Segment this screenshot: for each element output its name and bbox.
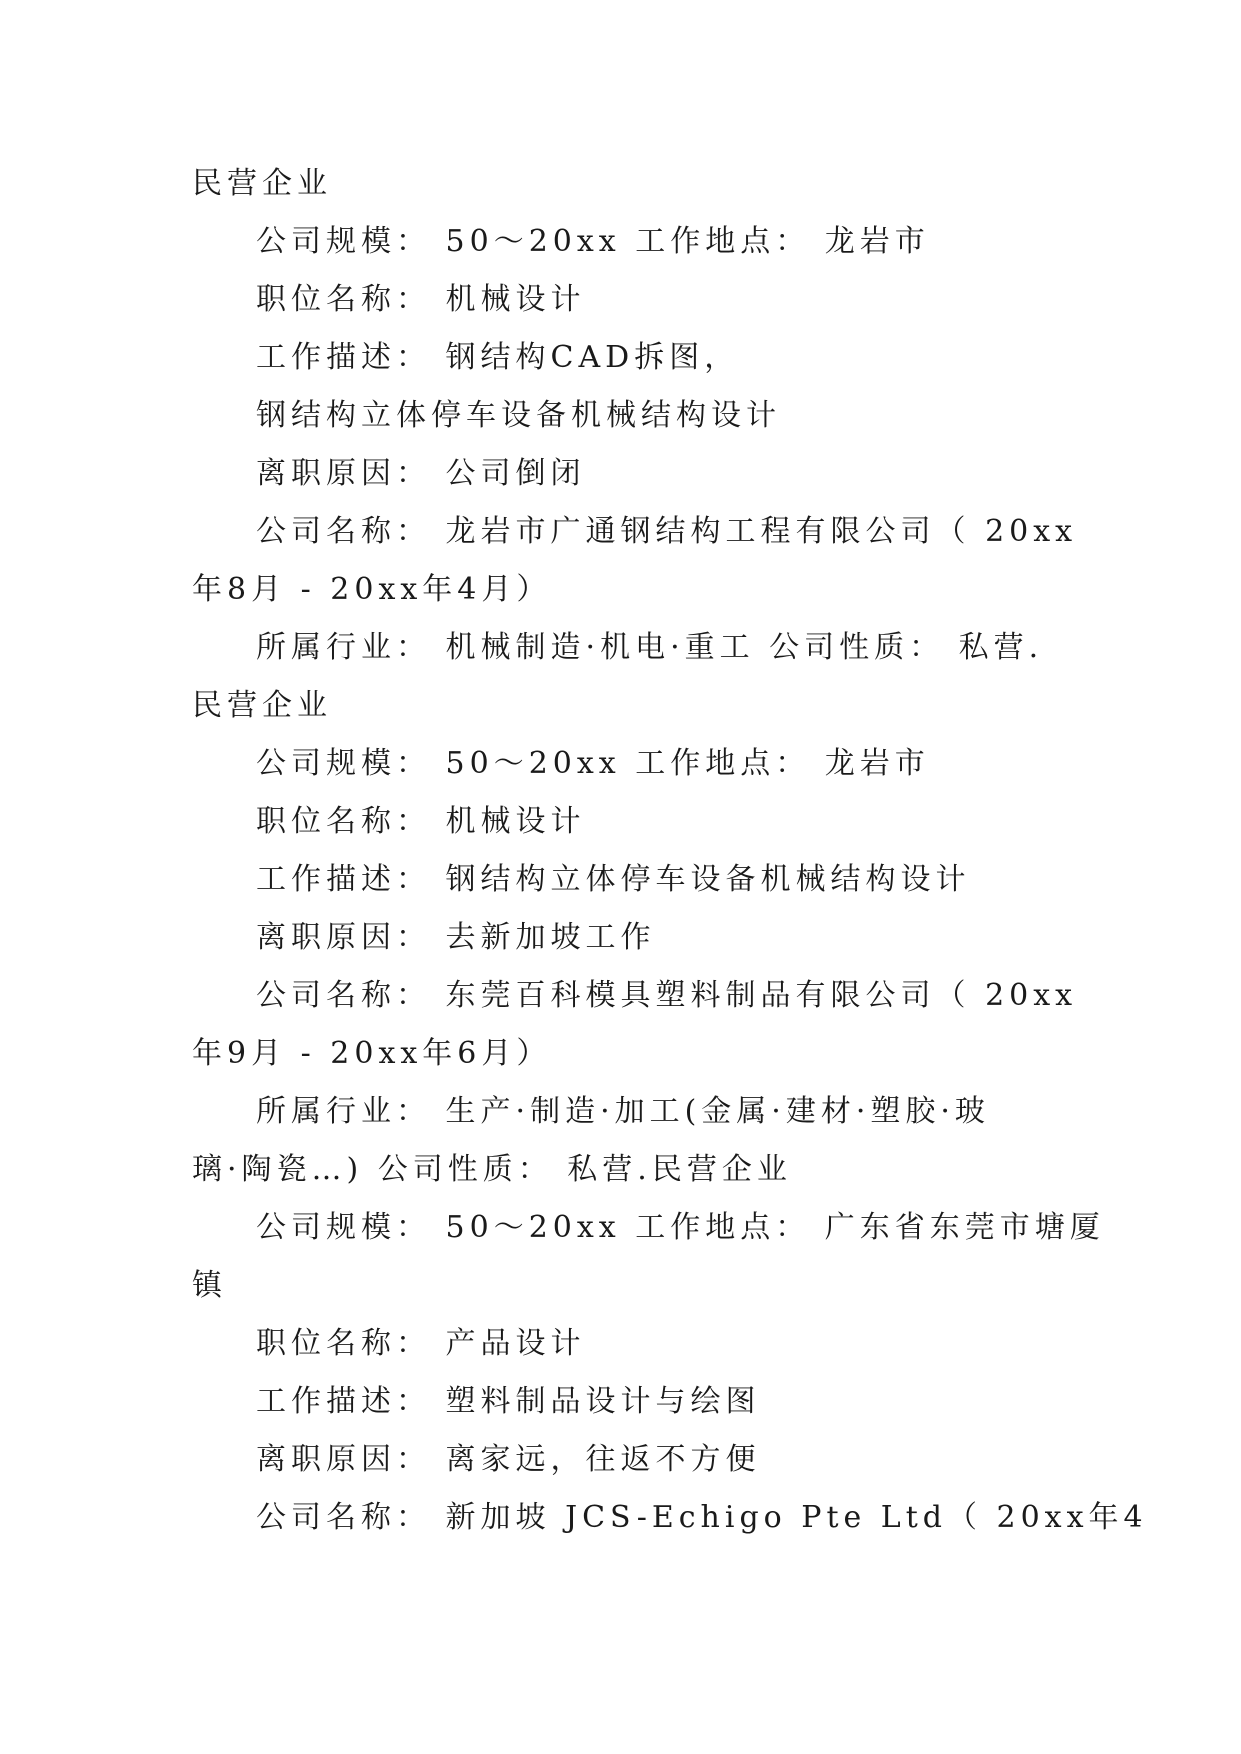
text-line: 工作描述： 钢结构立体停车设备机械结构设计 xyxy=(256,862,971,897)
text-line: 年9月 - 20xx年6月） xyxy=(192,1036,552,1071)
text-line: 公司规模： 50～20xx 工作地点： 广东省东莞市塘厦 xyxy=(256,1210,1105,1245)
text-line: 公司名称： 东莞百科模具塑料制品有限公司（ 20xx xyxy=(256,978,1078,1013)
text-line: 工作描述： 塑料制品设计与绘图 xyxy=(256,1384,761,1419)
text-line: 民营企业 xyxy=(192,688,332,723)
text-line: 璃·陶瓷…) 公司性质： 私营.民营企业 xyxy=(192,1152,792,1187)
text-line: 公司规模： 50～20xx 工作地点： 龙岩市 xyxy=(256,224,930,259)
text-line: 职位名称： 机械设计 xyxy=(256,804,586,839)
text-line: 所属行业： 生产·制造·加工(金属·建材·塑胶·玻 xyxy=(256,1094,990,1129)
text-line: 职位名称： 产品设计 xyxy=(256,1326,586,1361)
text-line: 公司规模： 50～20xx 工作地点： 龙岩市 xyxy=(256,746,930,781)
text-line: 钢结构立体停车设备机械结构设计 xyxy=(256,398,781,433)
document-body xyxy=(192,155,1148,1547)
text-line: 镇 xyxy=(192,1268,227,1303)
text-line: 工作描述： 钢结构CAD拆图， xyxy=(256,340,740,375)
text-line: 职位名称： 机械设计 xyxy=(256,282,586,317)
text-line: 所属行业： 机械制造·机电·重工 公司性质： 私营. xyxy=(256,630,1044,665)
text-line: 离职原因： 去新加坡工作 xyxy=(256,920,656,955)
text-line: 公司名称： 龙岩市广通钢结构工程有限公司（ 20xx xyxy=(256,514,1078,549)
text-line: 年8月 - 20xx年4月） xyxy=(192,572,552,607)
text-line: 离职原因： 离家远，往返不方便 xyxy=(256,1442,761,1477)
text-line: 公司名称： 新加坡 JCS-Echigo Pte Ltd（ 20xx年4 xyxy=(256,1500,1148,1535)
text-line: 离职原因： 公司倒闭 xyxy=(256,456,586,491)
text-line: 民营企业 xyxy=(192,166,332,201)
